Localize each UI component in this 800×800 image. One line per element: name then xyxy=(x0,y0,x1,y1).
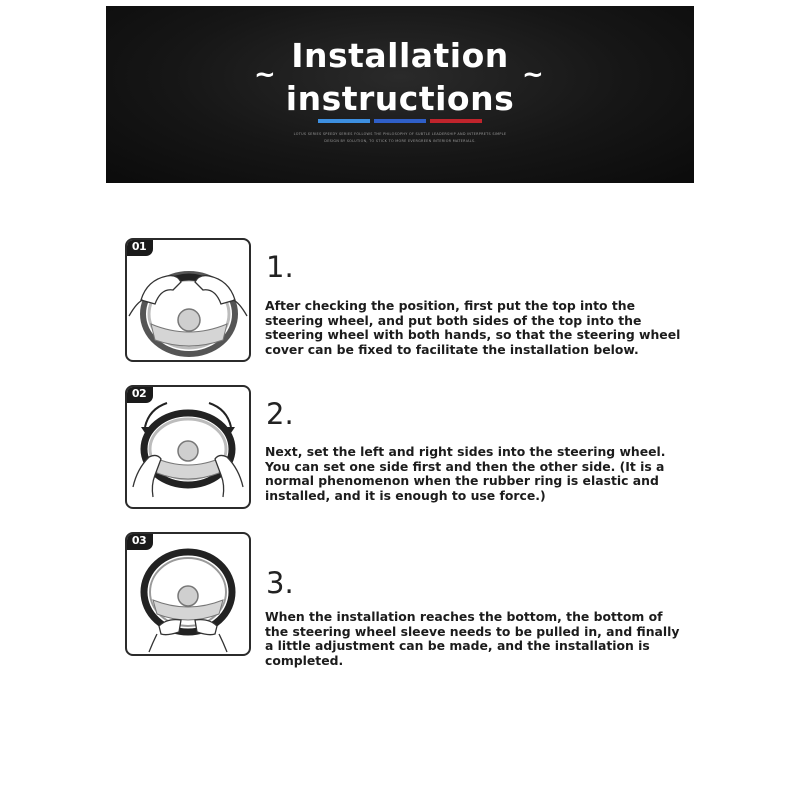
step-1-illustration xyxy=(125,238,251,362)
step-2-description: Next, set the left and right sides into the steering wheel. You can set one side first and then the other side. (It is a normal phenomenon when the rubber ring is elastic and installed, and it is enough to use force.) xyxy=(265,444,666,503)
header-banner xyxy=(106,6,694,183)
hands-top-wheel-icon xyxy=(127,240,249,360)
tilde-right: ~ xyxy=(522,60,544,90)
banner-title-line-2: instructions xyxy=(285,79,515,118)
hands-bottom-wheel-icon xyxy=(127,534,249,654)
banner-fine-print-2: DESIGN BY SOLUTION, TO STICK TO MORE EVERGREEN INTERIOR MATERIALS. xyxy=(324,139,476,143)
color-bar-red xyxy=(430,119,482,123)
hands-sides-wheel-icon xyxy=(127,387,249,507)
color-bars xyxy=(318,119,482,123)
step-2-badge: 02 xyxy=(125,385,153,403)
banner-title-line-1: Installation xyxy=(291,36,509,75)
color-bar-blue xyxy=(374,119,426,123)
step-3-badge: 03 xyxy=(125,532,153,550)
step-3-illustration xyxy=(125,532,251,656)
step-3-number: 3. xyxy=(266,566,294,600)
step-1-description: After checking the position, first put the top into the steering wheel, and put both sides of the top into the steering wheel with both hands, so that the steering wheel cover can be fixed to facilitate the installation below. xyxy=(265,298,681,357)
banner-fine-print-1: LOTUS SERIES SPEEDY SERIES FOLLOWS THE PHILOSOPHY OF SUBTLE LEADERSHIP AND INTERPRETS SIMPLE xyxy=(293,132,507,136)
step-2-number: 2. xyxy=(266,397,294,431)
tilde-left: ~ xyxy=(254,60,276,90)
step-2-illustration xyxy=(125,385,251,509)
step-1-badge: 01 xyxy=(125,238,153,256)
step-1-number: 1. xyxy=(266,250,294,284)
color-bar-light-blue xyxy=(318,119,370,123)
step-3-description: When the installation reaches the bottom, the bottom of the steering wheel sleeve needs to be pulled in, and finally a little adjustment can be made, and the installation is completed. xyxy=(265,609,680,668)
